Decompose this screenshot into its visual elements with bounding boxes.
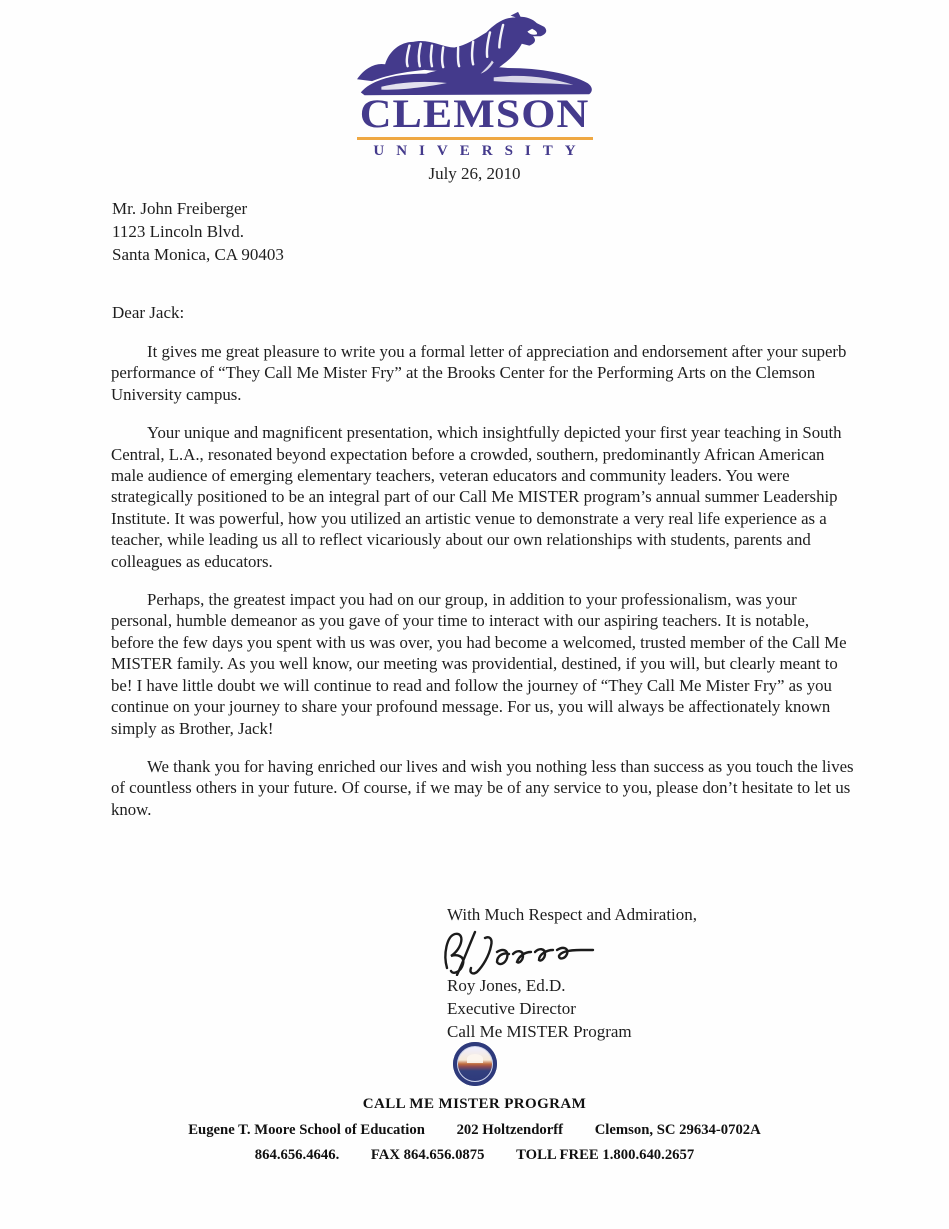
valediction: With Much Respect and Admiration, (447, 905, 698, 924)
paragraph-3: Perhaps, the greatest impact you had on our group, in addition to your professionalism, was your personal, humble demeanor as you gave of your time to interact with our aspiring teachers. It is notable, before the few days you spent with us was over, you had become a welcomed, trusted member of the Call Me MISTER family. As you well know, our meeting was providential, destined, if you will, but clearly meant to be! I have little doubt we will continue to read and follow the journey of “They Call Me Mister Fry” as you continue on your journey to share your profound message. For us, you will always be affectionately known simply as Brother, Jack! (111, 590, 847, 738)
paragraph-1: It gives me great pleasure to write you a formal letter of appreciation and endorsement after your superb performance of “They Call Me Mister Fry” at the Brooks Center for the Performing Arts on the Clemson University campus. (111, 342, 847, 404)
signer-org: Call Me MISTER Program (447, 1022, 632, 1041)
paragraph-4: We thank you for having enriched our lives and wish you nothing less than success as you touch the lives of countless others in your future. Of course, if we may be of any service to you, please don’t hesitate to let us know. (111, 756, 854, 819)
recipient-name: Mr. John Freiberger (112, 199, 248, 218)
handwritten-signature (441, 928, 609, 976)
footer-program-name: CALL ME MISTER PROGRAM (362, 1096, 587, 1112)
footer-toll-free: TOLL FREE 1.800.640.2657 (516, 1147, 695, 1163)
orange-divider (357, 137, 593, 140)
footer-phone-line (241, 1147, 708, 1164)
signer-name: Roy Jones, Ed.D. (447, 976, 566, 995)
salutation: Dear Jack: (112, 303, 185, 322)
closing-block (447, 903, 697, 1043)
university-subtitle: UNIVERSITY (373, 143, 588, 159)
footer-city-zip: Clemson, SC 29634-0702A (594, 1122, 761, 1138)
clemson-tiger-logo-icon (353, 10, 597, 98)
letter-date: July 26, 2010 (428, 164, 521, 183)
footer-fax: FAX 864.656.0875 (370, 1147, 485, 1163)
university-seal-icon (453, 1042, 497, 1086)
footer-address-line (174, 1122, 775, 1139)
footer-phone: 864.656.4646. (254, 1147, 340, 1163)
recipient-address-block (112, 197, 284, 266)
letter-body (111, 341, 855, 837)
signer-title: Executive Director (447, 999, 576, 1018)
university-wordmark: CLEMSON (359, 91, 590, 137)
recipient-street: 1123 Lincoln Blvd. (112, 222, 245, 241)
recipient-city: Santa Monica, CA 90403 (112, 245, 284, 264)
paragraph-2: Your unique and magnificent presentation, which insightfully depicted your first year teaching in South Central, L.A., resonated beyond expectation before a crowded, southern, predominantly African American male audience of emerging elementary teachers, veteran educators and community leaders. You were strategically positioned to be an integral part of our Call Me MISTER program’s annual summer Leadership Institute. It was powerful, how you utilized an artistic venue to demonstrate a very real life experience as a teacher, while leading us all to reflect vicariously about our own relationships with students, parents and colleagues as educators. (111, 423, 842, 571)
footer-school: Eugene T. Moore School of Education (188, 1122, 425, 1138)
footer-room: 202 Holtzendorff (456, 1122, 564, 1138)
footer (0, 1042, 949, 1164)
letterhead (0, 10, 949, 184)
